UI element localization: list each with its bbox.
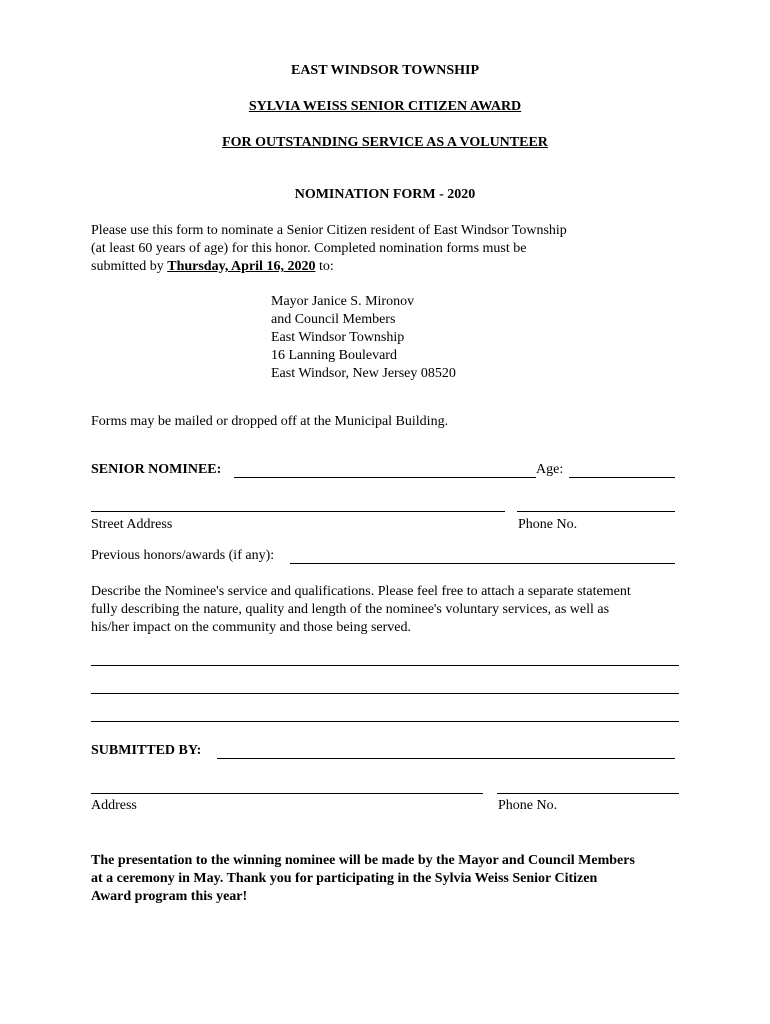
description-field-line[interactable] [91,665,679,666]
submitter-address-label: Address [91,798,137,813]
closing-statement [91,852,711,906]
address-line: East Windsor Township [271,330,405,345]
award-title: SYLVIA WEISS SENIOR CITIZEN AWARD [248,99,522,114]
submitter-name-field[interactable] [217,758,675,759]
street-address-label: Street Address [91,517,173,532]
address-line: 16 Lanning Boulevard [271,348,397,363]
describe-line-2: fully describing the nature, quality and length of the nominee's voluntary services, as well as [91,602,610,617]
intro-line-2: (at least 60 years of age) for this honor. Completed nomination forms must be [91,241,527,256]
intro-paragraph [91,222,711,276]
description-field-line[interactable] [91,693,679,694]
closing-line-1: The presentation to the winning nominee will be made by the Mayor and Council Members [91,853,635,868]
submitter-phone-label: Phone No. [498,798,558,813]
address-line: and Council Members [271,312,396,327]
describe-paragraph [91,583,691,637]
age-field[interactable] [569,477,675,478]
closing-line-3: Award program this year! [91,889,248,904]
describe-line-1: Describe the Nominee's service and qualifications. Please feel free to attach a separate statement [91,584,631,599]
description-field-line[interactable] [91,721,679,722]
age-label: Age: [536,462,564,477]
intro-line-1: Please use this form to nominate a Senior Citizen resident of East Windsor Township [91,223,567,238]
closing-line-2: at a ceremony in May. Thank you for participating in the Sylvia Weiss Senior Citizen [91,871,598,886]
nominee-name-field[interactable] [234,477,536,478]
mailing-address [271,293,571,383]
intro-prefix: submitted by [91,259,168,274]
honors-label: Previous honors/awards (if any): [91,548,275,563]
describe-line-3: his/her impact on the community and those being served. [91,620,411,635]
honors-field[interactable] [290,563,675,564]
nominee-label: SENIOR NOMINEE: [91,462,222,477]
intro-line-3 [91,258,711,276]
nominee-phone-label: Phone No. [518,517,578,532]
form-title: NOMINATION FORM - 2020 [294,187,476,202]
submitted-by-label: SUBMITTED BY: [91,743,202,758]
nominee-phone-field[interactable] [517,511,675,512]
submitter-address-field[interactable] [91,793,483,794]
street-address-field[interactable] [91,511,505,512]
submitter-phone-field[interactable] [497,793,679,794]
award-subtitle: FOR OUTSTANDING SERVICE AS A VOLUNTEER [222,135,548,150]
address-line: Mayor Janice S. Mironov [271,294,415,309]
forms-note: Forms may be mailed or dropped off at the Municipal Building. [91,414,449,429]
address-line: East Windsor, New Jersey 08520 [271,366,456,381]
intro-suffix: to: [315,259,334,274]
deadline-date: Thursday, April 16, 2020 [167,259,316,274]
township-title: EAST WINDSOR TOWNSHIP [290,63,480,78]
